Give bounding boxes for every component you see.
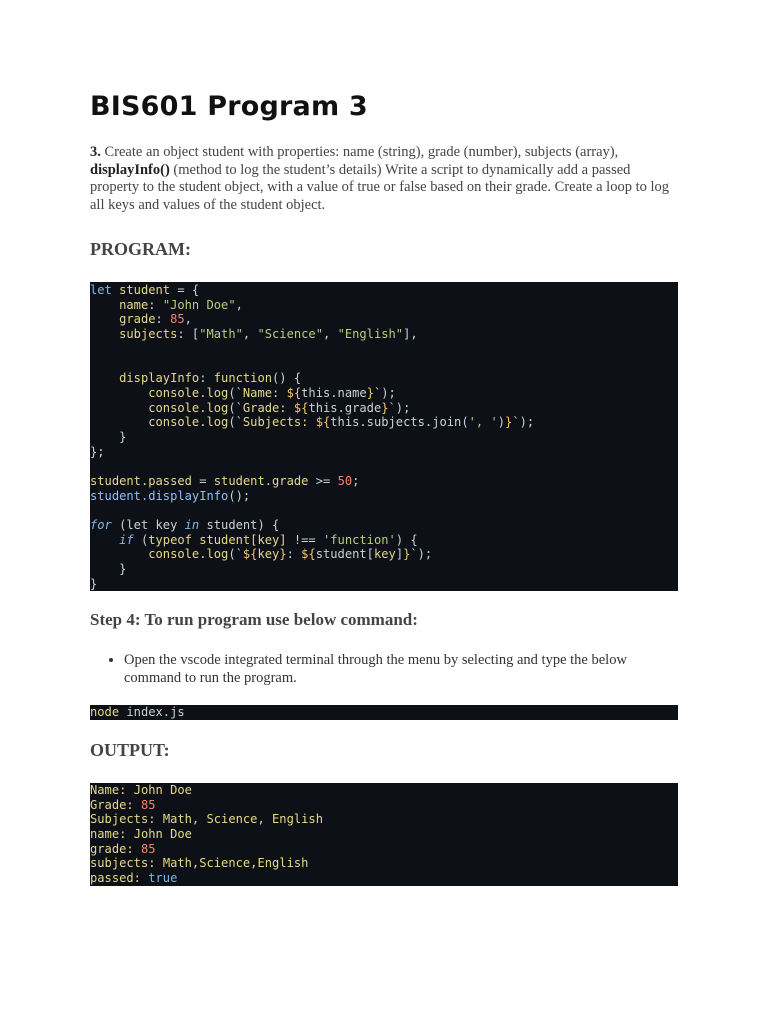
code-token <box>90 327 119 341</box>
code-token: } <box>90 429 127 444</box>
code-token: !== <box>286 532 323 547</box>
code-line <box>90 312 678 327</box>
code-token: (` <box>228 400 243 415</box>
code-token: console.log <box>148 385 229 400</box>
code-token: `); <box>512 415 535 430</box>
code-token: this.subjects.join( <box>330 415 469 430</box>
code-token: , <box>242 327 258 342</box>
code-token: } <box>505 415 513 430</box>
code-token: ] <box>395 547 404 562</box>
code-token: this.grade <box>308 400 382 415</box>
code-line <box>90 533 678 548</box>
code-token: in <box>184 518 200 532</box>
code-token: (` <box>228 385 243 400</box>
code-line <box>90 356 678 371</box>
code-token: } <box>90 576 98 591</box>
code-line <box>90 705 678 720</box>
code-line <box>90 577 678 591</box>
code-token: student.displayInfo <box>90 488 229 503</box>
code-token: ) <box>497 415 506 430</box>
code-token: passed: <box>90 871 141 886</box>
code-token: `); <box>410 547 433 562</box>
code-token <box>90 415 148 429</box>
code-token: Grade: <box>242 400 294 415</box>
page-title: BIS601 Program 3 <box>90 91 368 122</box>
code-line <box>90 415 678 430</box>
code-token: "English" <box>337 327 404 342</box>
code-token: grade <box>119 312 156 327</box>
code-line <box>90 459 678 474</box>
code-token: ', ' <box>468 415 498 430</box>
code-token <box>156 856 163 870</box>
instruction-item: • Open the vscode integrated terminal through the menu by selecting and type the below command to run the program. <box>124 652 678 687</box>
code-token: Name: <box>242 385 287 400</box>
question-text <box>90 144 678 214</box>
code-token <box>90 312 119 326</box>
code-line <box>90 371 678 386</box>
code-token <box>126 783 133 797</box>
code-token: (); <box>228 488 251 503</box>
output-code-block <box>90 783 678 886</box>
question-part1: Create an object student with properties: name (string), grade (number), subjects (array), <box>100 144 619 160</box>
code-token: = { <box>170 283 200 297</box>
code-token: "Science" <box>257 327 323 342</box>
code-line <box>90 489 678 504</box>
code-token: this.name <box>301 385 367 400</box>
code-token: Subjects: <box>90 812 156 827</box>
code-token: Grade: <box>90 797 134 812</box>
code-token: } <box>90 562 127 577</box>
code-token: : [ <box>177 327 200 342</box>
code-token <box>90 547 148 561</box>
code-token: student) { <box>199 518 280 532</box>
code-token: 50 <box>337 473 353 488</box>
code-token: `); <box>388 400 411 415</box>
code-line <box>90 842 678 857</box>
code-token: ], <box>403 327 418 342</box>
code-token: John Doe <box>133 827 192 842</box>
code-token <box>90 533 119 547</box>
code-line <box>90 827 678 842</box>
code-token: (` <box>228 547 243 562</box>
code-line <box>90 562 678 577</box>
code-token: } <box>279 547 287 562</box>
code-line <box>90 783 678 798</box>
code-token: >= <box>308 473 338 488</box>
code-token <box>156 812 163 826</box>
code-token: student[ <box>315 547 374 562</box>
question-number: 3. <box>90 144 101 160</box>
code-token: key <box>257 547 280 562</box>
code-token: , <box>323 327 338 342</box>
code-token: ${ <box>242 547 258 562</box>
question-part2: (method to log the student’s details) Write a script to dynamically add a passed property to the student object, with a value of true or false based on their grade. Create a loop to log all keys and values of the student object. <box>90 161 670 213</box>
code-token: index.js <box>119 705 185 719</box>
code-token: displayInfo <box>119 371 200 386</box>
program-code-block <box>90 282 678 591</box>
code-line <box>90 327 678 342</box>
code-token: , <box>184 312 192 327</box>
code-token: console.log <box>148 547 229 562</box>
code-token: typeof student[key] <box>148 532 287 547</box>
code-line <box>90 474 678 489</box>
step4-heading: Step 4: To run program use below command: <box>90 610 418 629</box>
code-token: : <box>148 297 163 312</box>
code-line <box>90 283 678 298</box>
code-token: Name: <box>90 783 127 797</box>
code-token: node <box>90 705 120 719</box>
code-token: "John Doe" <box>162 297 236 312</box>
code-token: name <box>119 297 149 312</box>
code-token: (let key <box>111 518 185 532</box>
code-token: grade: <box>90 841 134 856</box>
code-token: name: <box>90 827 127 842</box>
instruction-list <box>90 652 678 687</box>
code-token: ${ <box>315 415 331 430</box>
code-token: ${ <box>286 385 302 400</box>
code-token: Math, Science, English <box>162 812 323 827</box>
code-token: } <box>403 547 411 562</box>
code-token: "Math" <box>199 327 243 342</box>
code-line <box>90 430 678 445</box>
code-token: Math,Science,English <box>162 856 309 871</box>
code-token: `); <box>373 385 396 400</box>
code-token: student.passed <box>90 473 192 488</box>
code-token: ${ <box>301 547 316 562</box>
code-line <box>90 798 678 813</box>
code-line <box>90 856 678 871</box>
code-token: : <box>286 547 302 562</box>
code-line <box>90 518 678 533</box>
code-token: subjects: <box>90 856 156 871</box>
code-token: ) { <box>395 532 418 547</box>
code-token: } <box>366 385 374 400</box>
code-token: , <box>235 297 243 312</box>
code-line <box>90 342 678 357</box>
code-token: key <box>373 547 396 562</box>
code-token <box>90 298 119 312</box>
code-token: 'function' <box>323 532 396 547</box>
code-token: = <box>191 473 214 488</box>
code-token <box>134 842 141 856</box>
code-line <box>90 871 678 886</box>
code-token: student <box>119 283 171 297</box>
code-token: true <box>148 871 178 886</box>
output-heading: OUTPUT: <box>90 740 170 760</box>
code-token: (` <box>228 415 243 430</box>
program-heading: PROGRAM: <box>90 239 191 259</box>
code-token <box>90 371 119 385</box>
code-token: let <box>90 283 112 297</box>
code-token: 85 <box>170 312 185 327</box>
question-method-name: displayInfo() <box>90 161 170 178</box>
code-line <box>90 547 678 562</box>
code-token: for <box>90 518 112 532</box>
code-token: John Doe <box>133 783 192 797</box>
code-token: 85 <box>140 797 156 812</box>
code-token: ${ <box>293 400 309 415</box>
code-token <box>90 401 148 415</box>
code-token: }; <box>90 444 105 459</box>
code-token: console.log <box>148 400 229 415</box>
code-line <box>90 401 678 416</box>
code-token: ( <box>133 532 149 547</box>
code-token: if <box>119 532 134 547</box>
code-line <box>90 445 678 460</box>
code-line <box>90 812 678 827</box>
code-line <box>90 503 678 518</box>
code-token: Subjects: <box>242 415 316 430</box>
code-token: : <box>155 312 171 327</box>
command-code-block <box>90 705 678 720</box>
code-token: console.log <box>148 415 229 430</box>
code-token <box>126 827 133 841</box>
code-token: () { <box>272 371 302 386</box>
code-token: subjects <box>119 327 178 342</box>
code-token <box>90 386 148 400</box>
code-token <box>134 798 141 812</box>
code-token: } <box>381 400 389 415</box>
code-line <box>90 298 678 313</box>
code-token: function <box>213 371 273 386</box>
code-token: : <box>199 371 214 386</box>
code-token: 85 <box>140 841 156 856</box>
code-token: student.grade <box>213 473 309 488</box>
code-line <box>90 386 678 401</box>
code-token: ; <box>352 473 360 488</box>
